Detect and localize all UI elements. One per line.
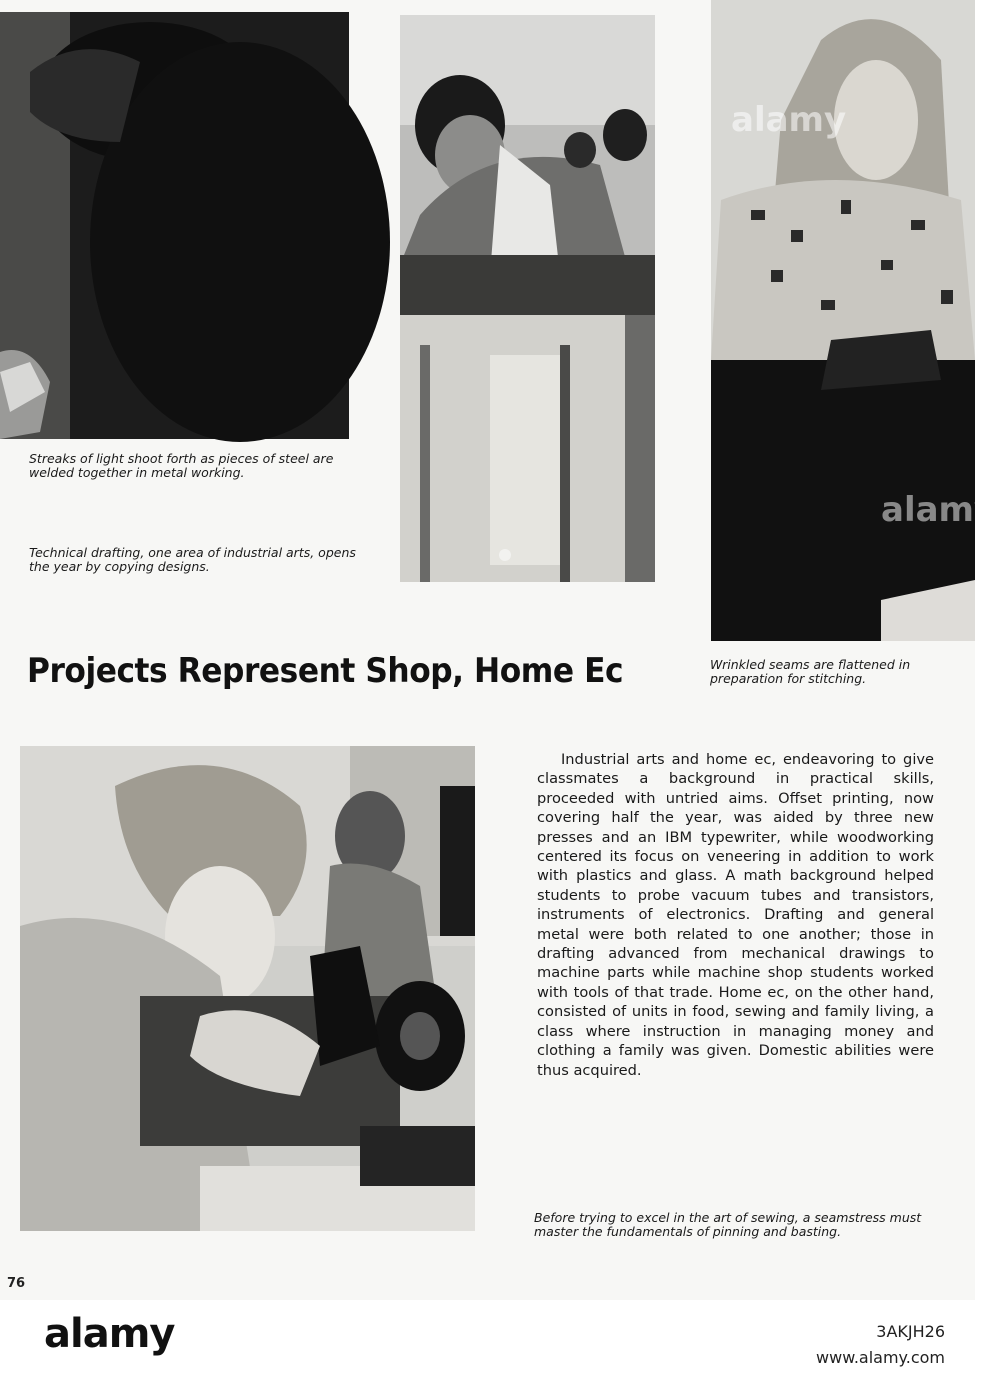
- caption-sewing: Before trying to excel in the art of sewing, a seamstress must master the fundamentals of pinning and basting.: [534, 1210, 922, 1239]
- watermark-seams: alamy: [731, 100, 847, 140]
- page-number: 76: [7, 1276, 26, 1291]
- image-id: 3AKJH26: [876, 1322, 945, 1341]
- page-headline: Projects Represent Shop, Home Ec: [27, 651, 624, 691]
- watermark-seams-lower: alamy: [881, 490, 996, 530]
- article-body: [537, 750, 934, 1080]
- photo-seams: [711, 0, 996, 641]
- photo-drafting: [400, 15, 655, 582]
- stock-url[interactable]: www.alamy.com: [816, 1348, 945, 1367]
- stock-logo: alamy: [44, 1311, 175, 1357]
- caption-seams: Wrinkled seams are flattened in preparation for stitching.: [710, 657, 911, 686]
- photo-welding: [0, 12, 349, 439]
- photo-sewing: [20, 746, 475, 1231]
- caption-welding: Streaks of light shoot forth as pieces of steel are welded together in metal working.: [29, 451, 334, 480]
- article-paragraph: Industrial arts and home ec, endeavoring to give classmates a background in practical skills, proceeded with untried aims. Offset printing, now covering half the year, was aided by three new presses and an IBM typewriter, while woodworking centered its focus on veneering in addition to work with plastics and glass. A math background helped students to probe vacuum tubes and transistors, instruments of electronics. Drafting and general metal were both related to one another; those in drafting advanced from mechanical drawings to machine parts while machine shop students worked with tools of that trade. Home ec, on the other hand, consisted of units in food, sewing and family living, a class where instruction in managing money and clothing a family was given. Domestic abilities were thus acquired.: [537, 751, 934, 1079]
- caption-drafting: Technical drafting, one area of industrial arts, opens the year by copying designs.: [29, 545, 356, 574]
